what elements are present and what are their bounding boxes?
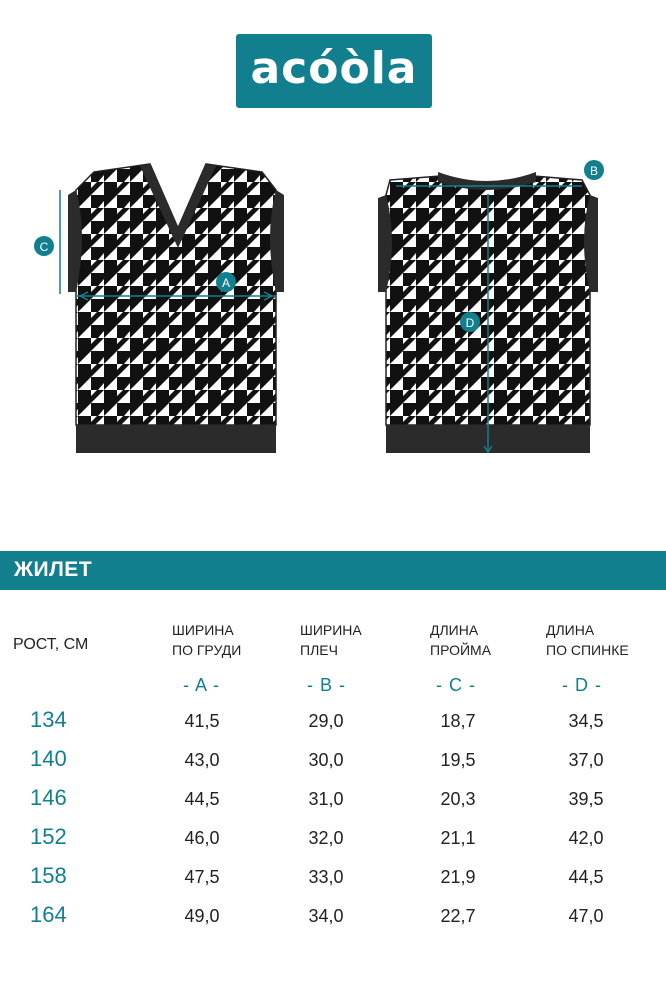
table-cell: 46,0 (184, 828, 220, 848)
column-header-line2: ПО ГРУДИ (172, 642, 242, 658)
vest-back (378, 160, 604, 453)
table-cell: 49,0 (184, 906, 220, 926)
height-value: 158 (30, 863, 67, 888)
table-cell: 29,0 (308, 711, 344, 731)
vest-illustration (0, 150, 666, 470)
table-cell: 31,0 (308, 789, 344, 809)
table-cell: 21,1 (440, 828, 476, 848)
section-banner (0, 551, 666, 590)
table-cell: 21,9 (440, 867, 476, 887)
table-cell: 32,0 (308, 828, 344, 848)
column-header-shoulders (300, 620, 362, 660)
column-header-armhole (430, 620, 491, 660)
vest-front (34, 164, 284, 453)
table-cell: 41,5 (184, 711, 220, 731)
height-value: 146 (30, 785, 67, 810)
table-cell: 30,0 (308, 750, 344, 770)
column-header-back-length (546, 620, 629, 660)
table-cell: 47,0 (568, 906, 604, 926)
table-cell: 34,5 (568, 711, 604, 731)
column-header-line2: ПРОЙМА (430, 642, 492, 658)
column-code-d: - D - (562, 675, 602, 695)
logo-text: acóòla (250, 43, 418, 94)
column-header-line1: ШИРИНА (172, 622, 234, 638)
table-cell: 22,7 (440, 906, 476, 926)
height-value: 134 (30, 707, 67, 732)
table-cell: 42,0 (568, 828, 604, 848)
table-cell: 43,0 (184, 750, 220, 770)
column-code-c: - C - (436, 675, 476, 695)
marker-b-label: B (589, 164, 599, 178)
column-header-line2: ПЛЕЧ (300, 642, 338, 658)
height-value: 152 (30, 824, 67, 849)
table-cell: 33,0 (308, 867, 344, 887)
table-cell: 18,7 (440, 711, 476, 731)
section-title: ЖИЛЕТ (14, 558, 93, 581)
marker-a-label: A (221, 276, 231, 290)
column-header-line1: ДЛИНА (546, 622, 595, 638)
height-value: 140 (30, 746, 67, 771)
marker-d-label: D (465, 316, 475, 330)
table-cell: 44,5 (568, 867, 604, 887)
table-cell: 19,5 (440, 750, 476, 770)
table-cell: 20,3 (440, 789, 476, 809)
table-cell: 39,5 (568, 789, 604, 809)
table-cell: 37,0 (568, 750, 604, 770)
table-cell: 44,5 (184, 789, 220, 809)
table-cell: 47,5 (184, 867, 220, 887)
table-cell: 34,0 (308, 906, 344, 926)
marker-c-label: C (39, 240, 49, 254)
height-column-header: РОСТ, СМ (13, 636, 89, 653)
column-code-b: - B - (307, 675, 346, 695)
brand-logo (236, 34, 432, 108)
height-value: 164 (30, 902, 67, 927)
column-header-line2: ПО СПИНКЕ (546, 642, 629, 658)
column-header-line1: ШИРИНА (300, 622, 362, 638)
column-code-a: - A - (183, 675, 221, 695)
column-header-line1: ДЛИНА (430, 622, 479, 638)
column-header-chest (172, 620, 241, 660)
